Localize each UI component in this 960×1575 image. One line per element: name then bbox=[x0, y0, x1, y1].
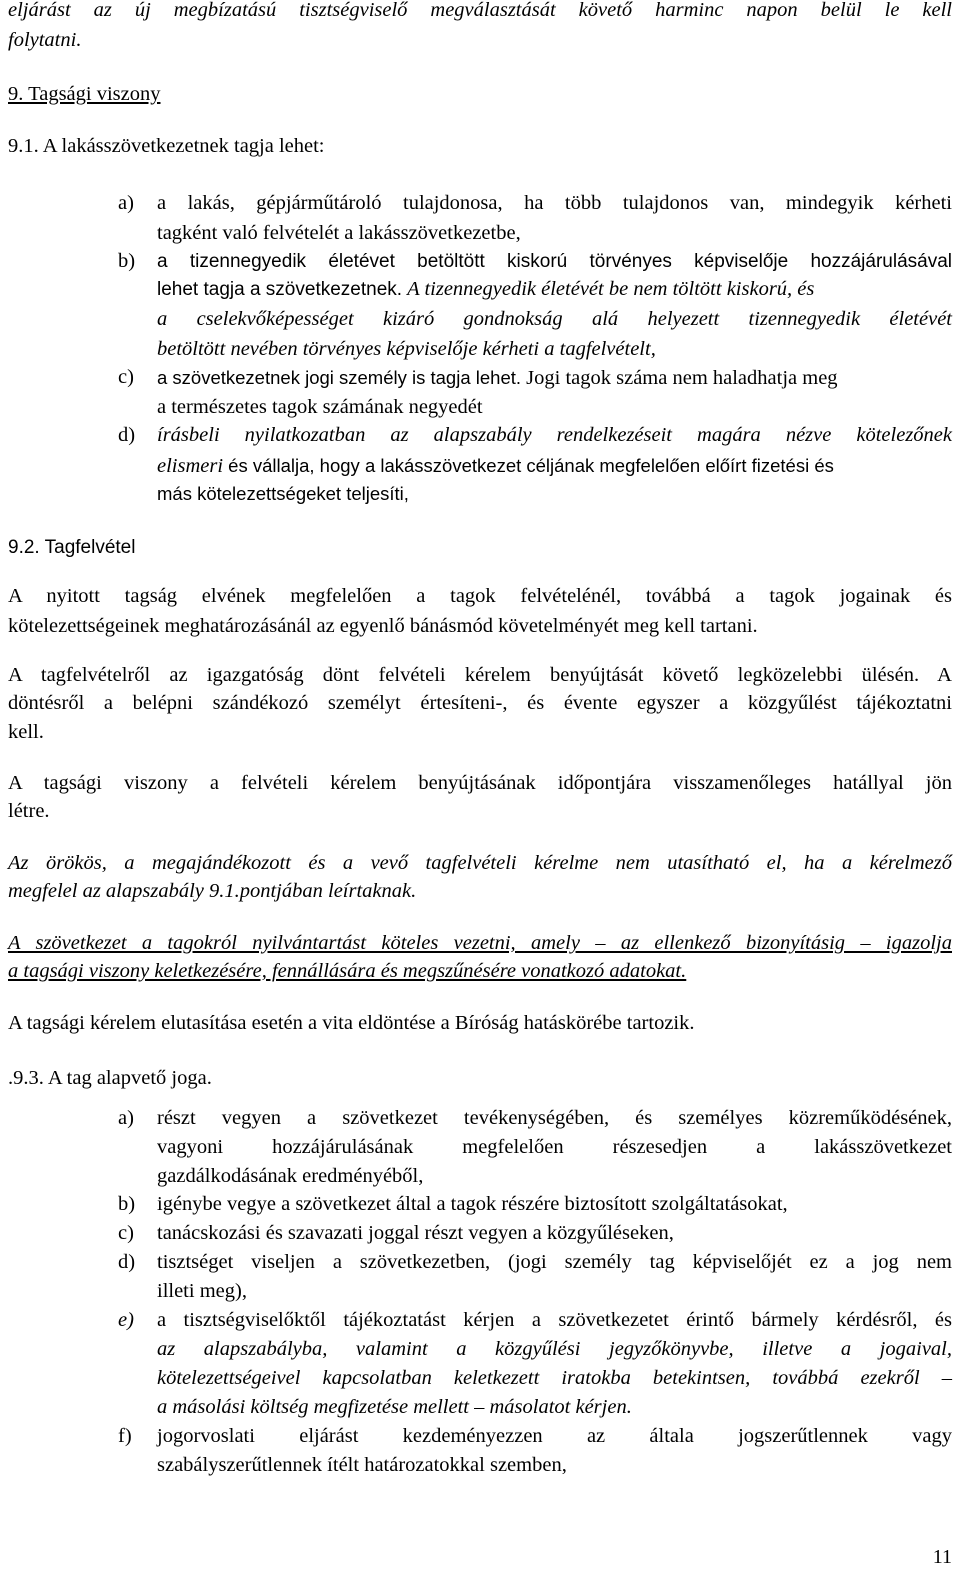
section-9-3-heading: .9.3. A tag alapvető joga. bbox=[8, 1067, 212, 1089]
page-number: 11 bbox=[932, 1546, 952, 1568]
list-91-b-line-4: betöltött nevében törvényes képviselője kérheti a tagfelvételt, bbox=[157, 338, 656, 360]
list-93-f-line-2: szabályszerűtlennek ítélt határozatokkal szemben, bbox=[157, 1454, 567, 1476]
continuation-line-2: folytatni. bbox=[8, 29, 82, 51]
list-91-b-line-1: a tizennegyedik életévet betöltött kiskorú törvényes képviselője hozzájárulásával bbox=[157, 251, 952, 272]
paragraph-1-line-2: kötelezettségeinek meghatározásánál az egyenlő bánásmód követelményét meg kell tartani. bbox=[8, 615, 758, 637]
list-91-b-line-2a: lehet tagja a szövetkezetnek. bbox=[157, 279, 403, 300]
list-91-b-label: b) bbox=[118, 250, 136, 272]
paragraph-5-line-1: A szövetkezet a tagokról nyilvántartást köteles vezetni, amely – az ellenkező bizonyításig – igazolja bbox=[8, 932, 952, 954]
section-9-heading: 9. Tagsági viszony bbox=[8, 83, 161, 105]
paragraph-3-line-1: A tagsági viszony a felvételi kérelem benyújtásának időpontjára visszamenőleges hatállyal jön bbox=[8, 772, 952, 794]
list-93-e-line-3: kötelezettségeivel kapcsolatban keletkezett iratokba betekintsen, továbbá ezekről – bbox=[157, 1367, 952, 1389]
list-91-b-line-2 bbox=[157, 275, 952, 304]
list-91-d-line-1: írásbeli nyilatkozatban az alapszabály rendelkezéseit magára nézve kötelezőnek bbox=[157, 424, 952, 446]
list-93-c-label: c) bbox=[118, 1222, 134, 1244]
section-9-1-heading: 9.1. A lakásszövetkezetnek tagja lehet: bbox=[8, 135, 325, 157]
list-91-b-line-2b: A tizennegyedik életévét be nem töltött kiskorú, és bbox=[407, 278, 815, 300]
list-91-c-line-1a: a szövetkezetnek jogi személy is tagja lehet. bbox=[157, 367, 522, 388]
list-91-d-line-2 bbox=[157, 451, 952, 481]
list-93-d-label: d) bbox=[118, 1251, 136, 1273]
section-9-2-heading: 9.2. Tagfelvétel bbox=[8, 537, 136, 558]
list-93-a-line-2: vagyoni hozzájárulásának megfelelően részesedjen a lakásszövetkezet bbox=[157, 1136, 952, 1158]
paragraph-1-line-1: A nyitott tagság elvének megfelelően a tagok felvételénél, továbbá a tagok jogainak és bbox=[8, 585, 952, 607]
list-93-b-label: b) bbox=[118, 1193, 136, 1215]
list-93-a-line-1: részt vegyen a szövetkezet tevékenységében, és személyes közreműködésének, bbox=[157, 1107, 952, 1129]
paragraph-2-line-3: kell. bbox=[8, 721, 44, 743]
list-91-a-line-2: tagként való felvételét a lakásszövetkezetbe, bbox=[157, 222, 521, 244]
continuation-line-1: eljárást az új megbízatású tisztségviselő megválasztását követő harminc napon belül le kell bbox=[8, 0, 952, 21]
list-91-a-line-1: a lakás, gépjárműtároló tulajdonosa, ha több tulajdonos van, mindegyik kérheti bbox=[157, 192, 952, 214]
list-93-a-label: a) bbox=[118, 1107, 134, 1129]
list-93-a-line-3: gazdálkodásának eredményéből, bbox=[157, 1165, 424, 1187]
paragraph-6: A tagsági kérelem elutasítása esetén a vita eldöntése a Bíróság hatáskörébe tartozik. bbox=[8, 1012, 695, 1034]
list-93-d-line-2: illeti meg), bbox=[157, 1280, 247, 1302]
paragraph-2-line-2: döntésről a belépni szándékozó személyt értesíteni-, és évente egyszer a közgyűlést tájékoztatni bbox=[8, 692, 952, 714]
list-93-e-line-2: az alapszabályba, valamint a közgyűlési jegyzőkönyvbe, illetve a jogaival, bbox=[157, 1338, 952, 1360]
paragraph-5-line-2: a tagsági viszony keletkezésére, fennállására és megszűnésére vonatkozó adatokat. bbox=[8, 960, 687, 982]
list-91-c-line-1 bbox=[157, 363, 952, 393]
list-91-d-line-2a: elismeri bbox=[157, 455, 224, 477]
paragraph-4-line-2: megfelel az alapszabály 9.1.pontjában leírtaknak. bbox=[8, 880, 417, 902]
list-91-b-line-3: a cselekvőképességet kizáró gondnokság alá helyezett tizennegyedik életévét bbox=[157, 308, 952, 330]
list-93-f-label: f) bbox=[118, 1425, 132, 1447]
list-93-b-line-1: igénybe vegye a szövetkezet által a tagok részére biztosított szolgáltatásokat, bbox=[157, 1193, 788, 1215]
list-91-a-label: a) bbox=[118, 192, 134, 214]
paragraph-2-line-1: A tagfelvételről az igazgatóság dönt felvételi kérelem benyújtását követő legközelebbi ülésén. A bbox=[8, 664, 952, 686]
paragraph-4-line-1: Az örökös, a megajándékozott és a vevő tagfelvételi kérelme nem utasítható el, ha a kérelmező bbox=[8, 852, 952, 874]
list-91-d-line-3: más kötelezettségeket teljesíti, bbox=[157, 483, 409, 504]
list-93-d-line-1: tisztséget viseljen a szövetkezetben, (jogi személy tag képviselőjét ez a jog nem bbox=[157, 1251, 952, 1273]
list-91-c-line-1b: Jogi tagok száma nem haladhatja meg bbox=[526, 367, 838, 389]
list-93-e-line-1: a tisztségviselőktől tájékoztatást kérjen a szövetkezetet érintő bármely kérdésről, és bbox=[157, 1309, 952, 1331]
list-91-c-label: c) bbox=[118, 366, 134, 388]
paragraph-3-line-2: létre. bbox=[8, 800, 50, 822]
list-93-c-line-1: tanácskozási és szavazati joggal részt vegyen a közgyűléseken, bbox=[157, 1222, 674, 1244]
list-91-d-label: d) bbox=[118, 424, 136, 446]
list-93-e-label: e) bbox=[118, 1309, 134, 1331]
list-91-c-line-2: a természetes tagok számának negyedét bbox=[157, 396, 483, 418]
list-93-e-line-4: a másolási költség megfizetése mellett – másolatot kérjen. bbox=[157, 1396, 632, 1418]
list-93-f-line-1: jogorvoslati eljárást kezdeményezzen az általa jogszerűtlennek vagy bbox=[157, 1425, 952, 1447]
list-91-d-line-2b: és vállalja, hogy a lakásszövetkezet céljának megfelelően előírt fizetési és bbox=[228, 455, 834, 476]
